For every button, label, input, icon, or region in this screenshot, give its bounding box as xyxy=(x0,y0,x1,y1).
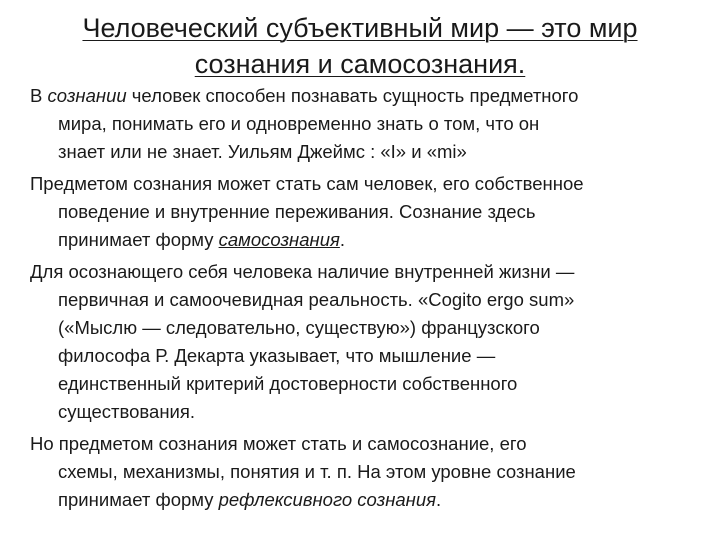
paragraph-line: единственный критерий достоверности собственного xyxy=(58,373,518,394)
paragraph-line: первичная и самоочевидная реальность. «Cogito ergo sum» xyxy=(58,289,575,310)
title-line-1: Человеческий субъективный мир — это мир xyxy=(82,13,638,43)
paragraph-line: схемы, механизмы, понятия и т. п. На этом уровне сознание xyxy=(58,461,576,482)
paragraph-line: поведение и внутренние переживания. Сознание здесь xyxy=(58,201,536,222)
paragraph-line: философа Р. Декарта указывает, что мышление — xyxy=(58,345,496,366)
text-span: . xyxy=(339,229,346,250)
paragraph-reflexive xyxy=(30,430,700,514)
text-span: принимает форму xyxy=(58,489,219,510)
paragraph-line xyxy=(30,82,700,110)
paragraph-consciousness xyxy=(30,82,700,166)
slide-title xyxy=(40,10,680,82)
slide-body xyxy=(30,82,700,518)
paragraph-line: («Мыслю — следовательно, существую») французского xyxy=(58,317,540,338)
paragraph-line: мира, понимать его и одновременно знать о том, что он xyxy=(58,113,540,134)
paragraph-line: Но предметом сознания может стать и самосознание, его xyxy=(30,433,527,454)
paragraph-self-consciousness xyxy=(30,170,700,254)
paragraph-line: Предметом сознания может стать сам человек, его собственное xyxy=(30,173,584,194)
paragraph-line: Для осознающего себя человека наличие внутренней жизни — xyxy=(30,261,575,282)
text-span: В xyxy=(30,85,48,106)
text-span: человек способен познавать сущность предметного xyxy=(126,85,579,106)
title-line-2: сознания и самосознания. xyxy=(194,49,526,79)
text-span: . xyxy=(436,489,442,510)
emphasis-term: рефлексивного сознания xyxy=(218,489,437,510)
paragraph-line: знает или не знает. Уильям Джеймс : «I» и «mi» xyxy=(58,141,467,162)
emphasis-term: самосознания xyxy=(218,229,340,250)
paragraph-line: существования. xyxy=(58,401,196,422)
paragraph-line xyxy=(30,226,700,254)
emphasis-term: сознании xyxy=(47,85,127,106)
paragraph-descartes xyxy=(30,258,700,426)
paragraph-line xyxy=(30,486,700,514)
text-span: принимает форму xyxy=(58,229,219,250)
